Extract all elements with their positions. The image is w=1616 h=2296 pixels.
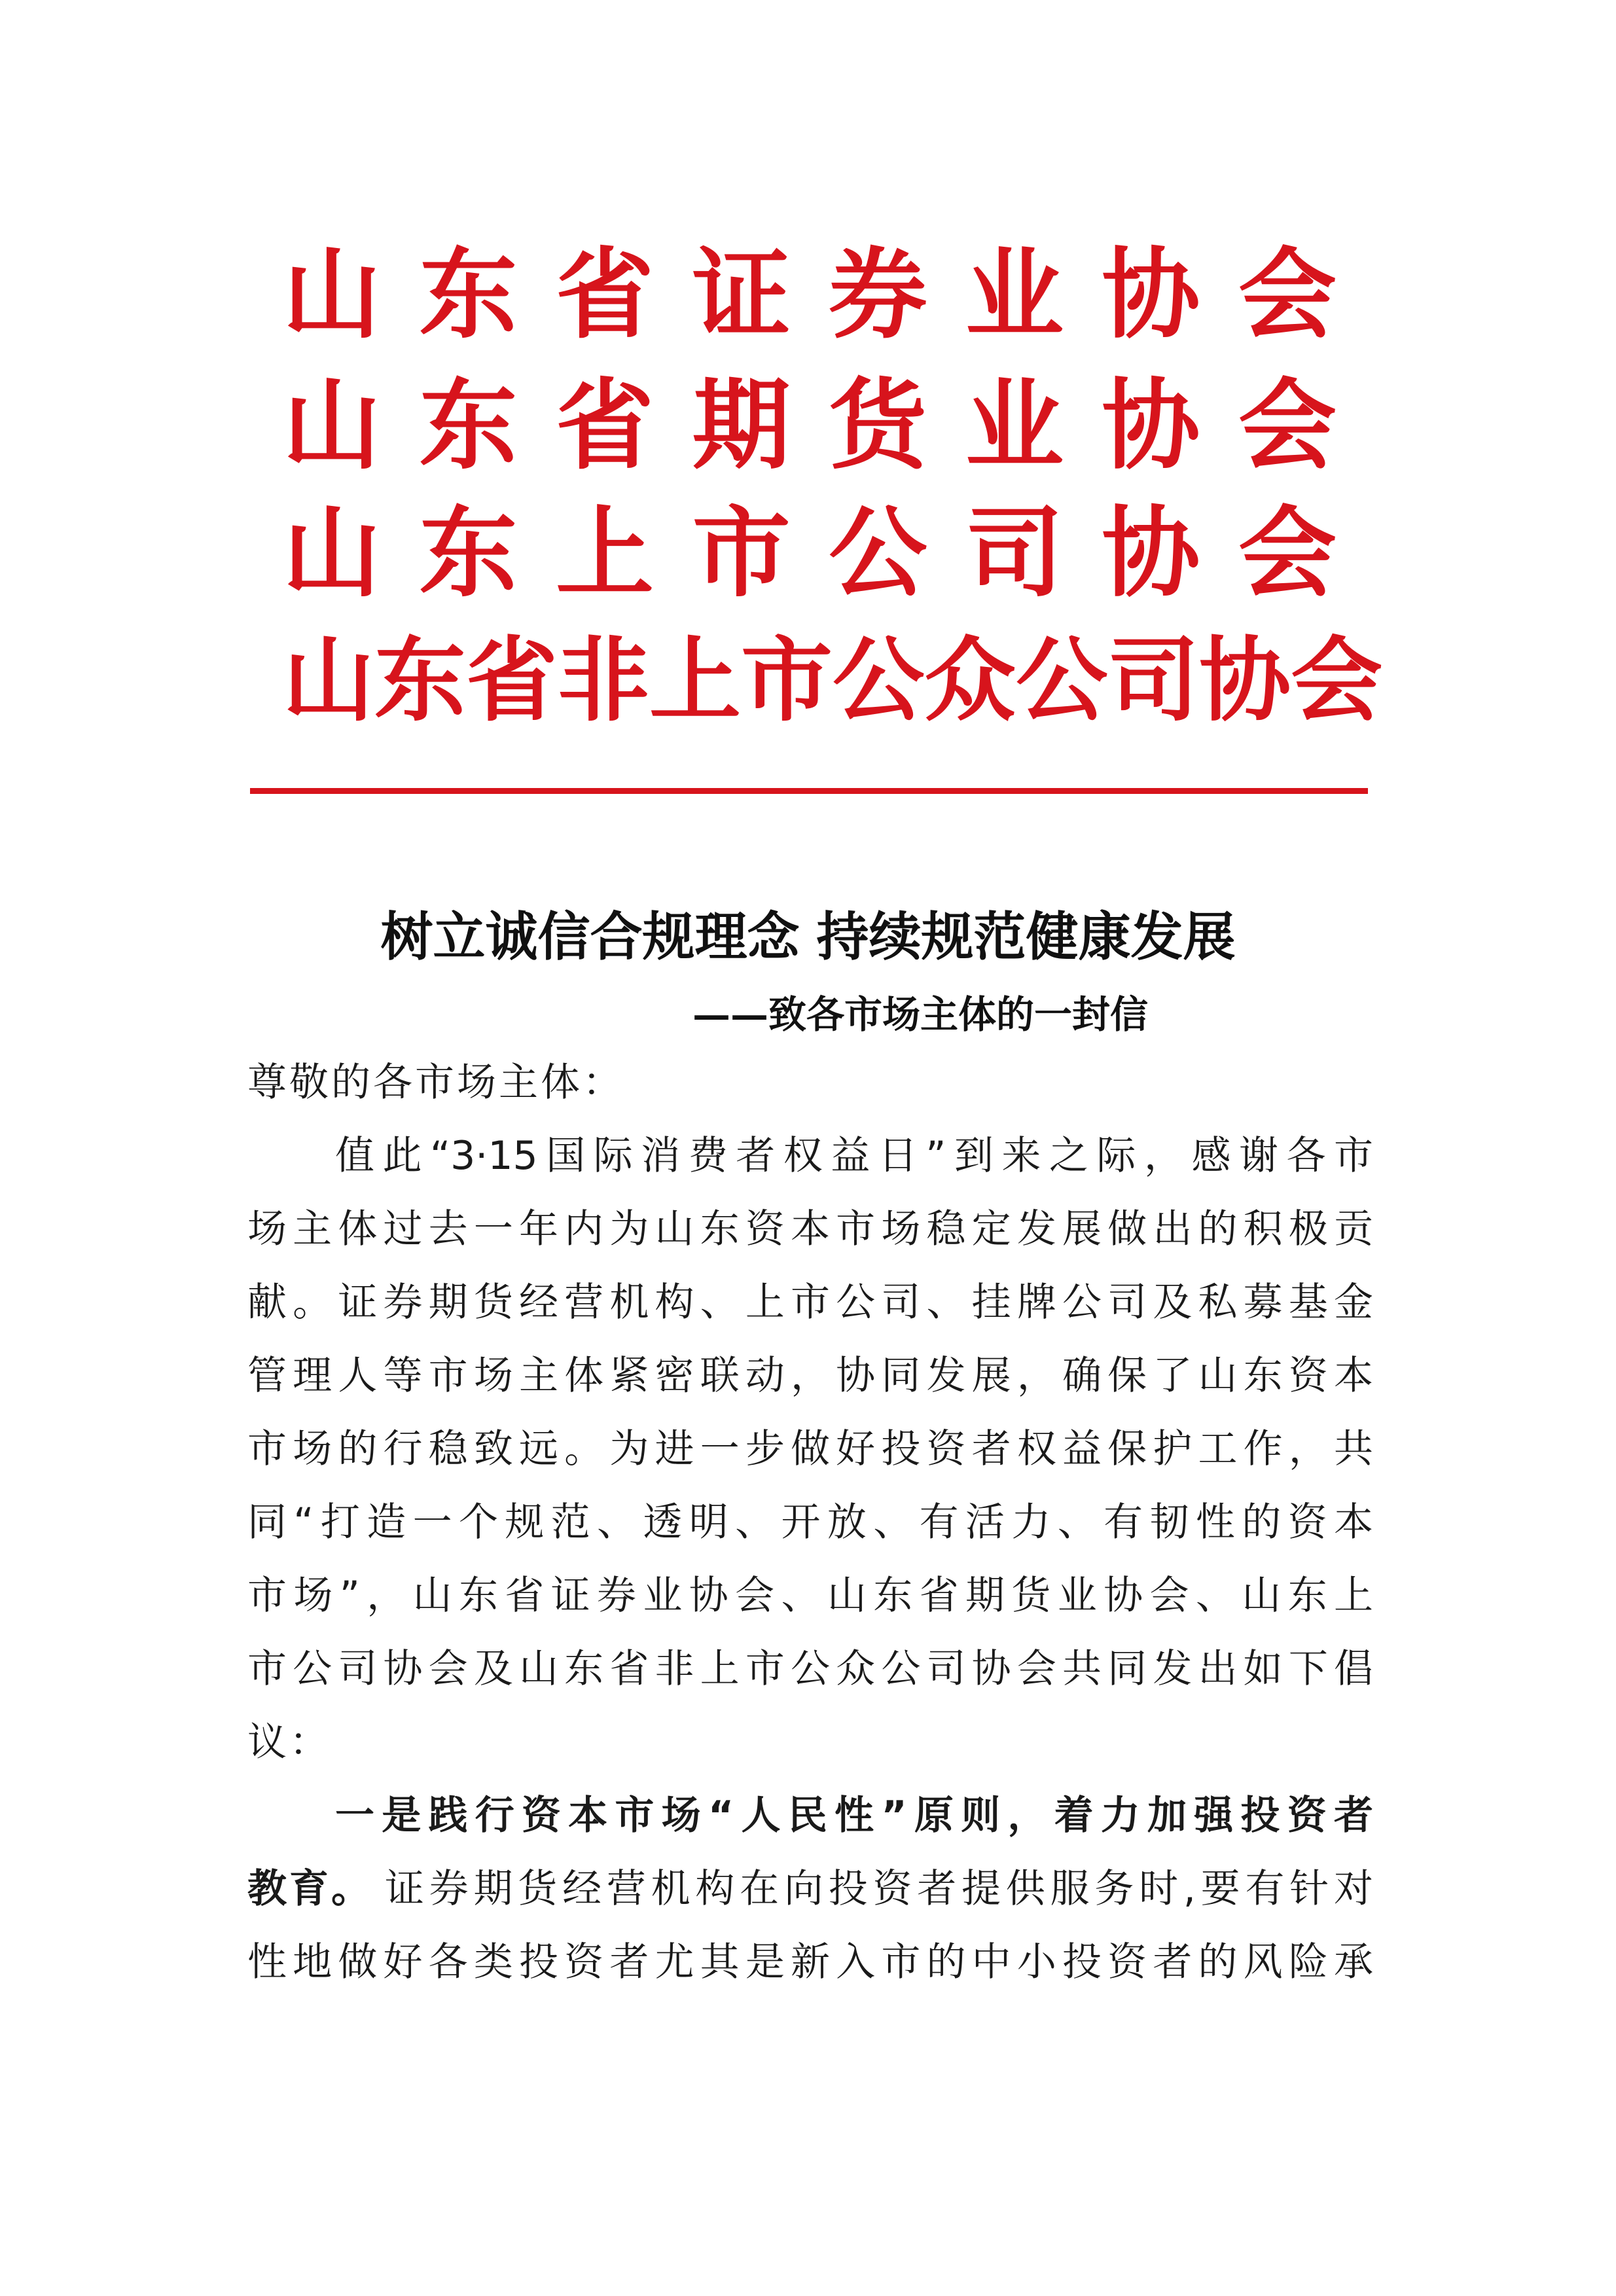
header-char: 券 [829,237,927,352]
document-title-part2: 持续规范健康发展 [816,906,1236,967]
header-char: 货 [829,368,927,483]
header-line-futures-association [283,360,1337,491]
header-char: 证 [692,237,791,352]
header-char: 公 [833,627,925,734]
header-char: 会 [1291,627,1383,734]
paragraph1-line: 市场”，山东省证券业协会、山东省期货业协会、山东上 [247,1573,1373,1619]
document-title [0,901,1616,973]
header-char: 东 [419,237,518,352]
red-divider-rule [250,788,1368,794]
header-char: 省 [466,627,558,734]
paragraph1-line: 献。证券期货经营机构、上市公司、挂牌公司及私募基金 [247,1280,1373,1325]
paragraph1-line: 议： [247,1719,331,1765]
document-title-part1: 树立诚信合规理念 [380,906,800,967]
header-char: 市 [692,495,791,611]
paragraph2-heading-end: 教育。 [247,1866,373,1912]
paragraph1-line: 管理人等市场主体紧密联动，协同发展，确保了山东资本 [247,1353,1373,1399]
header-char: 上 [556,495,655,611]
header-char: 业 [965,237,1064,352]
paragraph2-line: 性地做好各类投资者尤其是新入市的中小投资者的风险承 [247,1939,1373,1985]
header-char: 协 [1102,368,1200,483]
paragraph1-line: 同“打造一个规范、透明、开放、有活力、有韧性的资本 [247,1499,1373,1545]
header-char: 山 [283,495,382,611]
paragraph2-heading-line: 一是践行资本市场“人民性”原则，着力加强投资者 [335,1793,1373,1839]
header-char: 期 [692,368,791,483]
header-char: 众 [924,627,1016,734]
paragraph1-line: 值此“3·15国际消费者权益日”到来之际，感谢各市 [335,1133,1373,1179]
header-char: 山 [283,237,382,352]
paragraph1-line: 市公司协会及山东省非上市公众公司协会共同发出如下倡 [247,1646,1373,1692]
header-char: 会 [1238,368,1337,483]
header-char: 协 [1102,237,1200,352]
header-char: 协 [1199,627,1291,734]
header-char: 非 [558,627,650,734]
paragraph1-line: 市场的行稳致远。为进一步做好投资者权益保护工作，共 [247,1426,1373,1472]
header-char: 上 [649,627,742,734]
header-char: 东 [419,368,518,483]
header-line-listed-companies-association [283,488,1337,619]
header-char: 司 [1107,627,1200,734]
header-char: 会 [1238,237,1337,352]
header-line-public-companies-association [283,615,1383,746]
header-char: 市 [741,627,833,734]
header-char: 协 [1102,495,1200,611]
paragraph1-line: 场主体过去一年内为山东资本市场稳定发展做出的积极贡 [247,1206,1373,1252]
header-char: 山 [283,627,375,734]
paragraph2-line-rest: 证券期货经营机构在向投资者提供服务时,要有针对 [385,1866,1373,1912]
header-line-securities-association [283,229,1337,360]
paragraph2-line [247,1863,1373,1915]
header-char: 省 [556,237,655,352]
document-subtitle: ——致各市场主体的一封信 [692,992,1149,1037]
header-char: 公 [829,495,927,611]
header-char: 公 [1016,627,1108,734]
header-char: 会 [1238,495,1337,611]
header-char: 省 [556,368,655,483]
salutation: 尊敬的各市场主体： [247,1060,624,1105]
header-char: 东 [419,495,518,611]
header-char: 山 [283,368,382,483]
header-char: 东 [374,627,467,734]
header-char: 业 [965,368,1064,483]
header-char: 司 [965,495,1064,611]
